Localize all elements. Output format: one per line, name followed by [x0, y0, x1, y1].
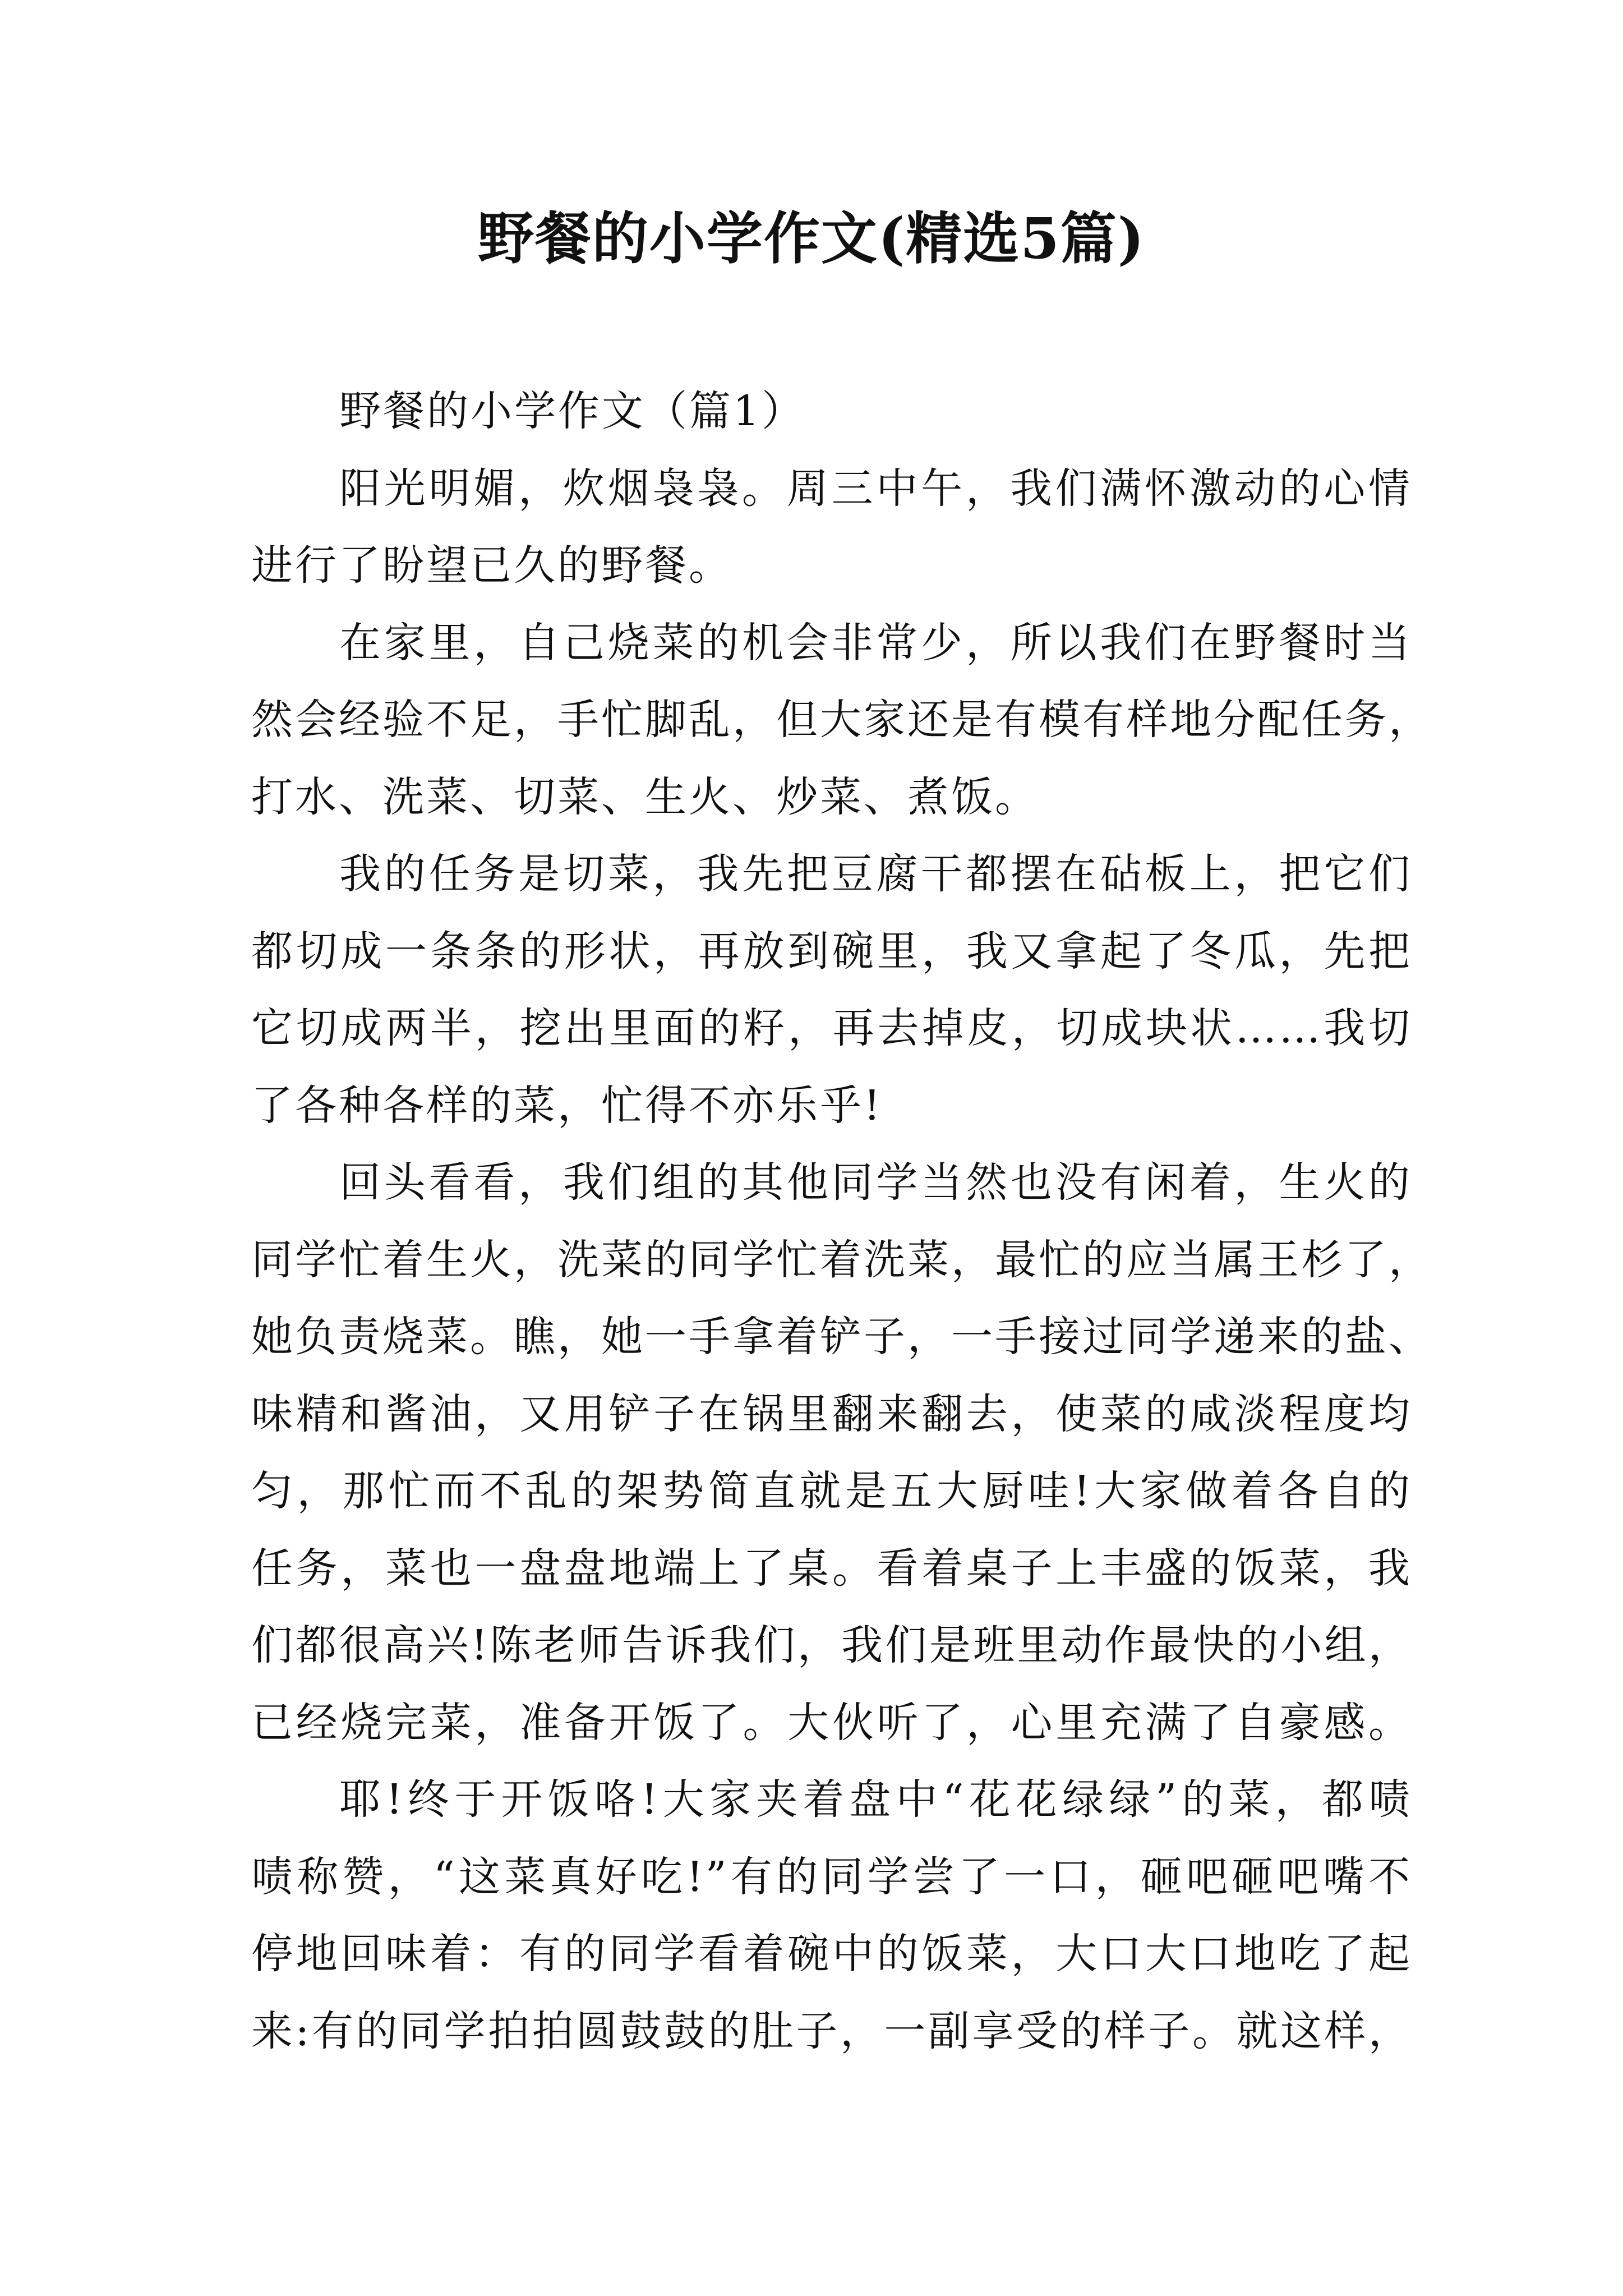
document-title: 野餐的小学作文(精选5篇) [477, 205, 1146, 272]
text-line: 在家里，自己烧菜的机会非常少，所以我们在野餐时当 [339, 618, 1412, 667]
text-line: 我的任务是切菜，我先把豆腐干都摆在砧板上，把它们 [339, 850, 1412, 898]
text-line: 们都很高兴!陈老师告诉我们，我们是班里动作最快的小组， [251, 1621, 1412, 1669]
text-line: 打水、洗菜、切菜、生火、炒菜、煮饭。 [251, 772, 1039, 821]
text-line: 都切成一条条的形状，再放到碗里，我又拿起了冬瓜，先把 [251, 927, 1412, 976]
text-line: 耶!终于开饭咯!大家夹着盘中“花花绿绿”的菜，都啧 [339, 1775, 1412, 1824]
text-line: 停地回味着：有的同学看着碗中的饭菜，大口大口地吃了起 [251, 1930, 1412, 1978]
text-line: 已经烧完菜，准备开饭了。大伙听了，心里充满了自豪感。 [251, 1698, 1412, 1747]
text-line: 来:有的同学拍拍圆鼓鼓的肚子，一副享受的样子。就这样， [251, 2007, 1412, 2055]
text-line: 然会经验不足，手忙脚乱，但大家还是有模有样地分配任务， [251, 696, 1432, 744]
text-line: 同学忙着生火，洗菜的同学忙着洗菜，最忙的应当属王杉了， [251, 1235, 1432, 1284]
text-line: 了各种各样的菜，忙得不亦乐乎! [251, 1081, 883, 1130]
text-line: 阳光明媚，炊烟袅袅。周三中午，我们满怀激动的心情 [339, 464, 1412, 513]
document-body [251, 373, 1432, 2070]
text-line: 啧称赞，“这菜真好吃!”有的同学尝了一口，砸吧砸吧嘴不 [251, 1852, 1412, 1901]
text-line: 她负责烧菜。瞧，她一手拿着铲子，一手接过同学递来的盐、 [251, 1313, 1432, 1361]
text-line: 回头看看，我们组的其他同学当然也没有闲着，生火的 [339, 1158, 1412, 1207]
text-line: 任务，菜也一盘盘地端上了桌。看着桌子上丰盛的饭菜，我 [251, 1544, 1412, 1593]
text-line: 进行了盼望已久的野餐。 [251, 541, 732, 590]
text-line: 它切成两半，挖出里面的籽，再去掉皮，切成块状……我切 [251, 1004, 1412, 1052]
text-line: 野餐的小学作文（篇1） [339, 387, 806, 435]
text-line: 匀，那忙而不乱的架势简直就是五大厨哇!大家做着各自的 [251, 1467, 1412, 1515]
text-line: 味精和酱油，又用铲子在锅里翻来翻去，使菜的咸淡程度均 [251, 1389, 1412, 1438]
